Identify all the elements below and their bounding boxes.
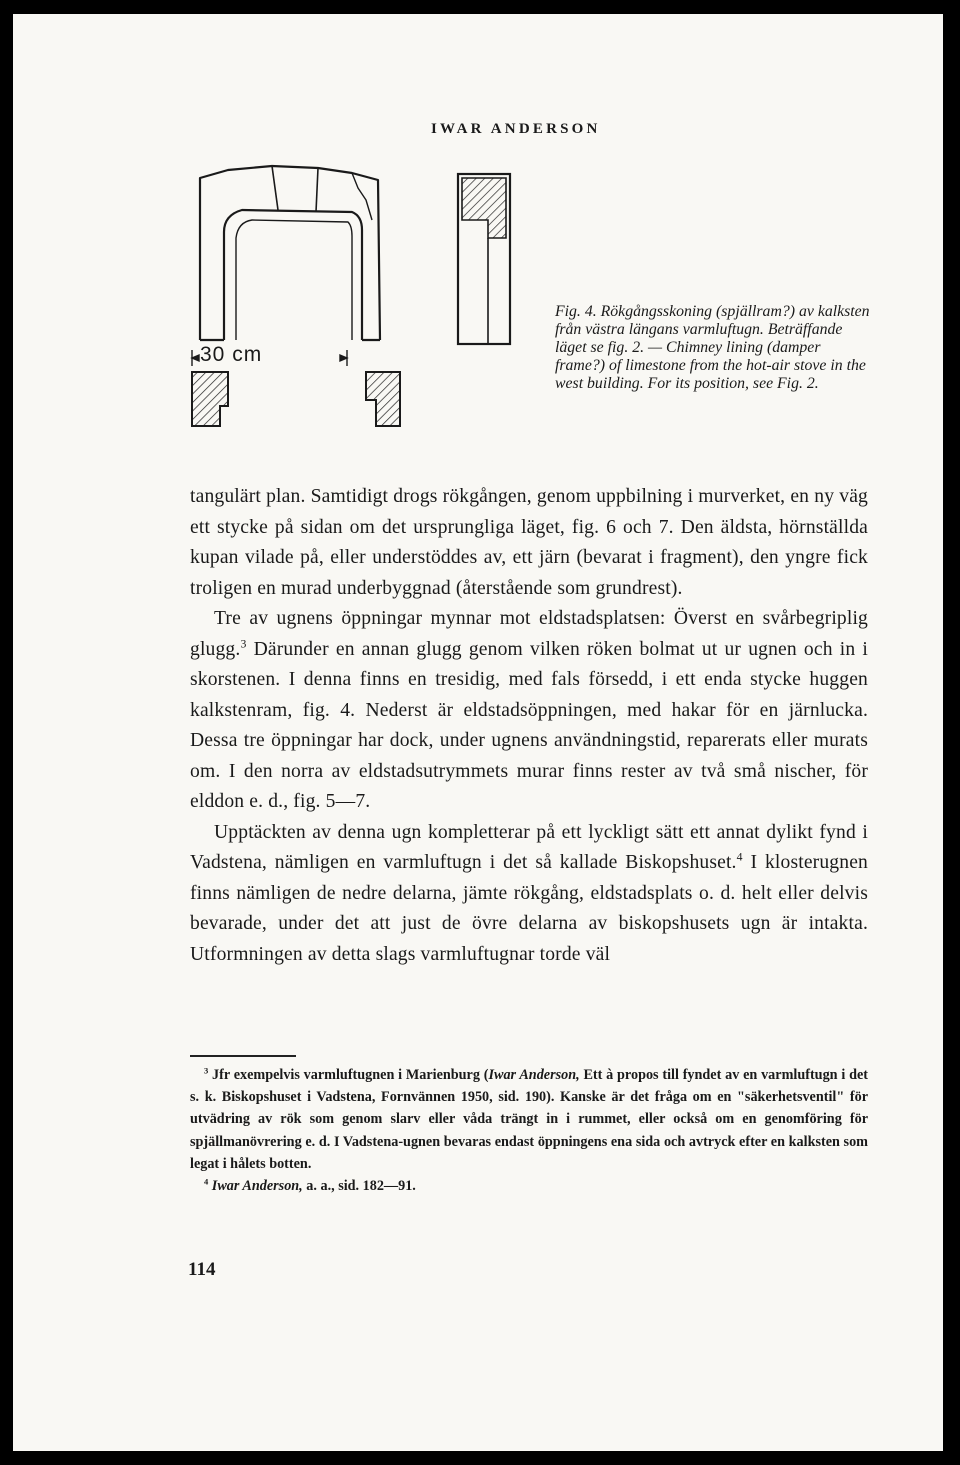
section-left bbox=[192, 372, 228, 426]
footnote-ref[interactable]: 4 bbox=[736, 850, 743, 864]
paragraph: Upptäckten av denna ugn kompletterar på ett lyckligt sätt ett annat dylikt fynd i Vadstena, nämligen en varmluftugn i det så kallade Biskopshuset.$^4$ I klosterugnen finns nämligen de nedre delarna, jämte rökgång, eldstadsplats o. d. helt eller delvis bevarade, under det att just de övre delarna av biskopshusets ugn är intakta. Utformningen av detta slags varmluftugnar torde väl bbox=[190, 821, 868, 965]
footnote-ref[interactable]: 3 bbox=[240, 636, 247, 650]
footnote-4: $^4$ Iwar Anderson, a. a., sid. 182—91. bbox=[204, 1176, 416, 1195]
footnotes bbox=[190, 1064, 868, 1197]
paragraph: tangulärt plan. Samtidigt drogs rökgången, genom uppbilning i murverket, en ny väg ett stycke på sidan om det ursprungliga läget, fig. 6 och 7. Den äldsta, hörnställda kupan vilade på, eller understöddes av, ett järn (bevarat i fragment), den yngre fick troligen en murad underbyggnad (återstående som grundrest). bbox=[190, 486, 868, 599]
frame-outer-outline bbox=[200, 166, 380, 340]
figure-caption bbox=[555, 303, 873, 393]
figure-4-drawing bbox=[180, 160, 520, 440]
profile-section bbox=[462, 178, 506, 238]
body-text bbox=[190, 482, 868, 970]
caption-english: — Chimney lining (damper frame?) of limestone from the hot-air stove in the west building. For its position, see Fig. 2. bbox=[555, 339, 866, 392]
section-right bbox=[366, 372, 400, 426]
scale-label: 30 cm bbox=[200, 343, 263, 366]
paragraph: Tre av ugnens öppningar mynnar mot eldstadsplatsen: Överst en svårbegriplig glugg.$^3$ Därunder en annan glugg genom vilken röken bolmat ut ur ugnen och in i skorstenen. I denna finns en tresidig, med fals försedd, i ett enda stycke huggen kalkstenram, fig. 4. Nederst är eldstadsöppningen, med hakar för en järnlucka. Dessa tre öppningar har dock, under ugnens användningstid, reparerats eller murats om. I den norra av eldstadsutrymmets murar finns rester av två små nischer, för elddon e. d., fig. 5—7. bbox=[190, 608, 868, 812]
footnote-3: $^3$ Jfr exempelvis varmluftugnen i Marienburg (Iwar Anderson, Ett à propos till fyndet av en varmluftugn i det s. k. Biskopshuset i Vadstena, Fornvännen 1950, sid. 190). Kanske är det fråga om en "säkerhetsventil" för utvädring av rök som genom slarv eller våda trängt in i rummet, eller också om en genomföring för spjällmanövrering e. d. I Vadstena-ugnen bevaras endast öppningens ena sida och avtryck efter en kalksten som legat i hålets botten. bbox=[190, 1065, 868, 1172]
footnote-rule bbox=[190, 1055, 296, 1057]
page-number: 114 bbox=[188, 1259, 216, 1280]
caption-swedish: Fig. 4. Rökgångsskoning (spjällram?) av kalksten från västra längans varmluftugn. Beträffande läget se fig. 2. bbox=[555, 303, 870, 356]
running-head: IWAR ANDERSON bbox=[431, 121, 601, 137]
frame-inner-outline bbox=[224, 210, 362, 340]
